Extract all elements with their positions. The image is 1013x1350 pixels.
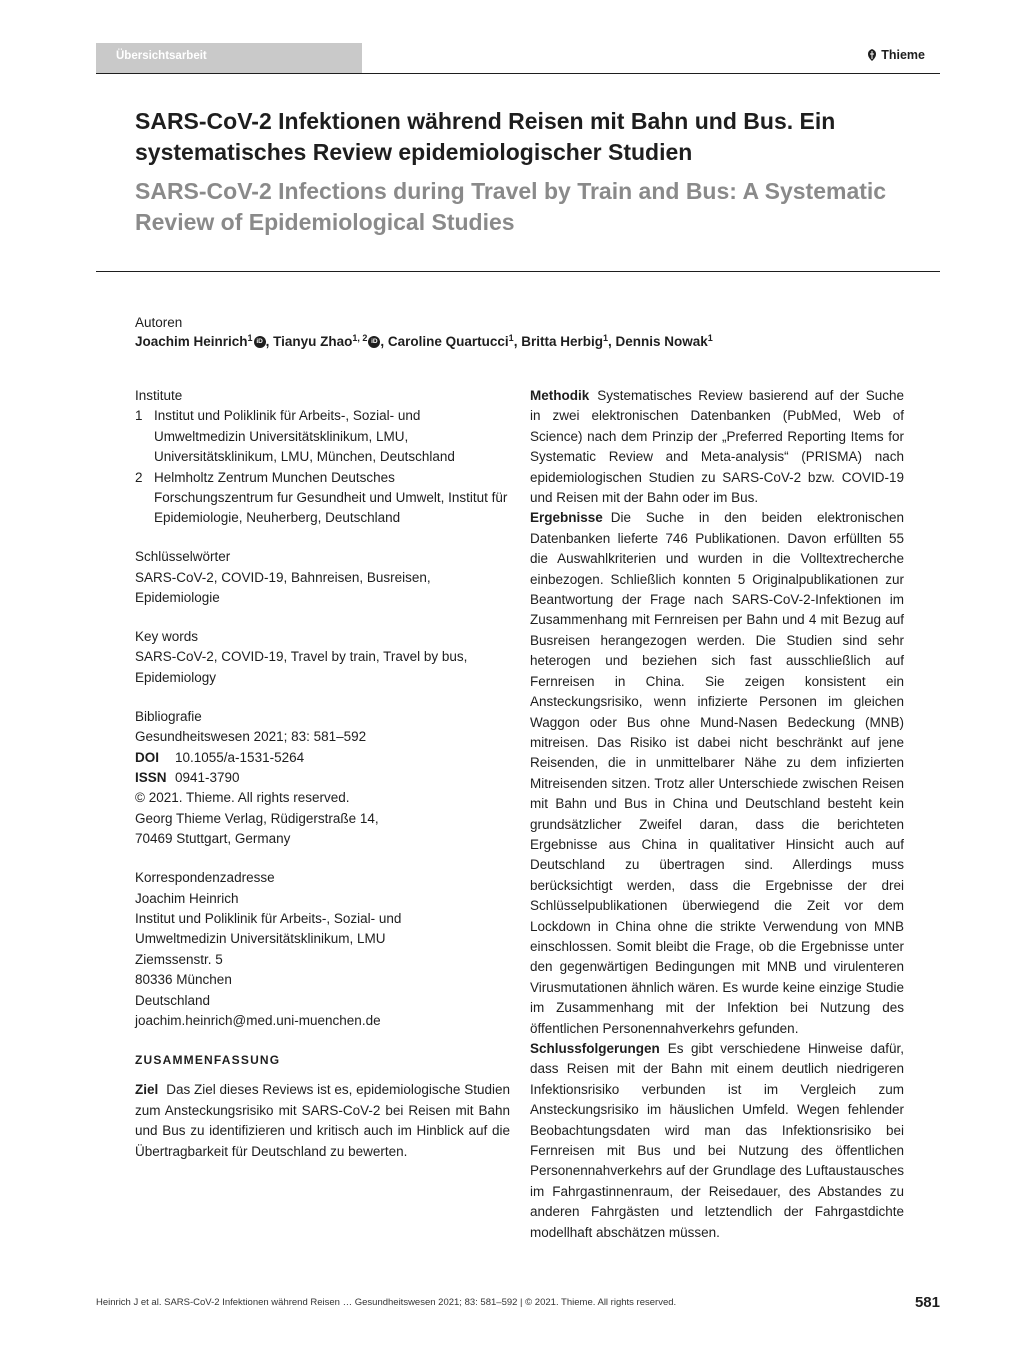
ergebnisse-heading: Ergebnisse (530, 510, 603, 526)
ziel-heading: Ziel (135, 1082, 159, 1098)
ergebnisse-text: Die Suche in den beiden elektronischen Datenbanken lieferte 746 Publikationen. Davon erfüllten 55 die Auswahlkriterien und wurden in die Volltextrecherche einbezogen. Schließlich konnten 5 Originalpublikationen zur Beantwortung der Frage nach SARS-CoV-2-Infektionen im Zusammenhang mit Fernreisen per Bahn und 4 mit Bezug auf Busreisen herangezogen werden. Die Studien sind sehr heterogen und beziehen sich fast ausschließlich auf Fernreisen in China. Sie zeigen konsistent ein Ansteckungsrisiko, wenn infizierte Personen im gleichen Waggon oder Bus ohne Mund-Nasen Bedeckung (MNB) mitreisen. Das Risiko ist dabei nicht beschränkt auf jene Reisenden, die in unmittelbarer Nähe zu dem infizierten Mitreisenden sitzen. Trotz aller Unterschiede zwischen Reisen mit Bahn und Bus in China und Deutschland besteht kein grundsätzlicher Zweifel daran, dass die berichteten Ergebnisse aus China in qualitativer Hinsicht auch auf Deutschland zu übertragen sind. Allerdings muss berücksichtigt werden, dass die Ergebnisse der drei Schlüsselpublikationen überwiegend die Zeit vor dem Lockdown in China ohne die strikte Verwendung von MNB einschlossen. Somit bleibt die Frage, ob die Ergebnisse unter den gegenwärtigen Bedingungen mit MNB und virulenteren Virusmutationen ähnlich wären. Es wurde keine einzige Studie im Zusammenhang mit der Infektion bei Nutzung des öffentlichen Personennahverkehrs gefunden. (530, 510, 904, 1036)
author-affiliation: 1 (707, 333, 713, 343)
doi-link[interactable]: 10.1055/a-1531-5264 (175, 749, 305, 765)
keywords-de-label: Schlüsselwörter (135, 549, 231, 565)
author-name: Joachim Heinrich (135, 334, 248, 349)
institutes-block (135, 386, 510, 529)
orcid-icon[interactable]: iD (254, 336, 266, 348)
section-tag: Übersichtsarbeit (96, 43, 362, 73)
copyright-line: © 2021. Thieme. All rights reserved. (135, 790, 350, 806)
institute-item (135, 468, 510, 529)
correspondence-line: Deutschland (135, 992, 211, 1008)
schluss-paragraph (530, 1039, 904, 1243)
title-divider (96, 271, 940, 272)
issn-line (135, 768, 510, 788)
correspondence-label: Korrespondenzadresse (135, 870, 275, 886)
ziel-text: Das Ziel dieses Reviews ist es, epidemiologische Studien zum Ansteckungsrisiko mit SARS-CoV-2 bei Reisen mit Bahn und Bus zu identifizieren und kritisch auch im Hinblick auf die Übertragbarkeit für Deutschland zu bewerten. (135, 1082, 510, 1159)
author-2 (273, 334, 388, 349)
methodik-text: Systematisches Review basierend auf der Suche in zwei elektronischen Datenbanken (PubMed, Web of Science) nach dem Prinzip der „Preferred Reporting Items for Systematic Review and Meta-analysis“ (PRISMA) nach epidemiologischen Studien zu SARS-CoV-2 bzw. COVID-19 und Reisen mit der Bahn oder im Bus. (530, 388, 904, 506)
keywords-de-text: SARS-CoV-2, COVID-19, Bahnreisen, Busreisen, Epidemiologie (135, 569, 431, 606)
title-german: SARS-CoV-2 Infektionen während Reisen mit Bahn und Bus. Ein systematisches Review epidemiologischer Studien (135, 108, 836, 165)
doi-label: DOI (135, 749, 160, 765)
keywords-en-block (135, 627, 510, 688)
institute-number: 2 (135, 469, 143, 485)
author-separator: , (380, 334, 388, 349)
title-english: SARS-CoV-2 Infections during Travel by Train and Bus: A Systematic Review of Epidemiological Studies (135, 178, 887, 235)
footer-citation: Heinrich J et al. SARS-CoV-2 Infektionen während Reisen … Gesundheitswesen 2021; 83: 581–592 | © 2021. Thieme. All rights reserved. (96, 1297, 677, 1308)
author-3 (388, 334, 521, 349)
correspondence-line: Institut und Poliklinik für Arbeits-, Sozial- und (135, 910, 402, 926)
author-affiliation: 1 (602, 333, 608, 343)
left-column (135, 386, 510, 1162)
institute-text: Helmholtz Zentrum Munchen Deutsches Forschungszentrum fur Gesundheit und Umwelt, Institut für Epidemiologie, Neuherberg, Deutschland (154, 469, 508, 526)
ergebnisse-paragraph (530, 508, 904, 1039)
thieme-emblem-icon (867, 49, 877, 61)
author-5 (616, 334, 713, 349)
methodik-heading: Methodik (530, 388, 590, 403)
author-affiliation: 1 (247, 333, 253, 343)
author-list (135, 333, 713, 349)
institute-item (135, 406, 510, 467)
author-1 (135, 334, 273, 349)
correspondence-line: Ziemssenstr. 5 (135, 951, 223, 967)
author-name: Dennis Nowak (615, 334, 708, 349)
author-name: Tianyu Zhao (273, 334, 353, 349)
right-column (530, 386, 904, 1243)
author-name: Caroline Quartucci (387, 334, 509, 349)
author-separator: , (513, 334, 522, 349)
summary-heading: ZUSAMMENFASSUNG (135, 1052, 281, 1067)
institutes-label: Institute (135, 388, 183, 403)
author-4 (521, 334, 615, 349)
page-number: 581 (914, 1294, 940, 1311)
header-divider (96, 73, 940, 74)
publisher-address-line: Georg Thieme Verlag, Rüdigerstraße 14, (135, 810, 379, 826)
author-name: Britta Herbig (521, 334, 603, 349)
author-separator: , (265, 334, 274, 349)
issn-label: ISSN (135, 770, 167, 785)
institute-number: 1 (135, 408, 143, 424)
correspondence-block (135, 868, 510, 1031)
keywords-en-label: Key words (135, 629, 199, 645)
correspondence-line: 80336 München (135, 972, 232, 988)
correspondence-email[interactable]: joachim.heinrich@med.uni-muenchen.de (135, 1012, 381, 1028)
author-affiliation: 1 (508, 333, 514, 343)
keywords-de-block (135, 547, 510, 608)
bibliography-journal: Gesundheitswesen 2021; 83: 581–592 (135, 729, 367, 745)
doi-line (135, 748, 510, 768)
schluss-heading: Schlussfolgerungen (530, 1041, 660, 1056)
issn-value: 0941-3790 (175, 770, 240, 785)
correspondence-line: Joachim Heinrich (135, 890, 239, 906)
schluss-text: Es gibt verschiedene Hinweise dafür, dass Reisen mit der Bahn mit einem deutlich niedrigeren Infektionsrisiko verbunden ist im Vergleich zum Ansteckungsrisiko im häuslichen Umfeld. Wegen fehlender Beobachtungsdaten wird man das Infektionsrisiko bei Fernreisen mit Bus und bei Nutzung des öffentlichen Personennahverkehrs auf der Grundlage des Luftaustausches im Fahrgastinnenraum, der Reisedauer, des Abstandes zu anderen Fahrgästen und letztendlich der Fahrgastdichte modellhaft abschätzen müssen. (530, 1041, 904, 1240)
methodik-paragraph (530, 386, 904, 508)
author-separator: , (607, 334, 616, 349)
publisher-logo (867, 48, 925, 62)
bibliography-label: Bibliografie (135, 708, 202, 724)
author-affiliation: 1, 2 (352, 333, 368, 343)
ziel-paragraph (135, 1080, 510, 1162)
orcid-icon[interactable]: iD (368, 336, 380, 348)
correspondence-line: Umweltmedizin Universitätsklinikum, LMU (135, 931, 386, 947)
institute-text: Institut und Poliklinik für Arbeits-, Sozial- und Umweltmedizin Universitätsklinikum, LMU, Universitätsklinikum, LMU, München, Deutschland (154, 408, 455, 465)
authors-label: Autoren (135, 315, 183, 330)
publisher-name: Thieme (881, 48, 925, 62)
keywords-en-text: SARS-CoV-2, COVID-19, Travel by train, Travel by bus, Epidemiology (135, 649, 468, 685)
bibliography-block (135, 707, 510, 850)
publisher-address-line: 70469 Stuttgart, Germany (135, 831, 291, 847)
